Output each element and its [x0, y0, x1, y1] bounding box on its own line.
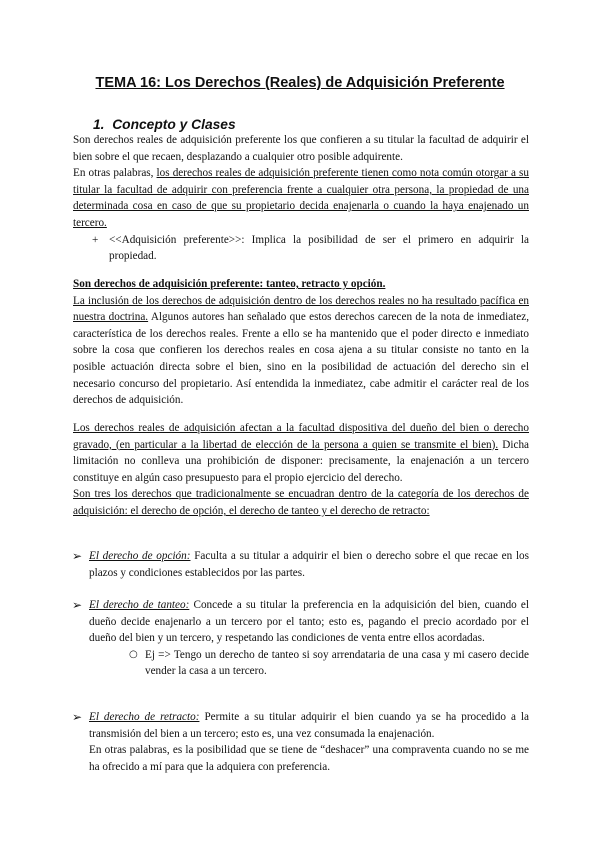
plus-bullet-icon: +	[92, 233, 99, 246]
retracto-term: El derecho de retracto:	[89, 711, 200, 723]
tanteo-text: Concede a su titular la preferencia en la adquisición del bien, cuando el dueño decide enajenarlo a un tercero por el tanto; esto es, pagando el precio acordado por el dueño del bien y un tercero, y respetando las condiciones de venta entre ellos acordadas.	[89, 599, 530, 645]
facultad-underlined: Los derechos reales de adquisición afectan a la facultad dispositiva del dueño del bien o derecho gravado, (en particular a la libertad de elección de la persona a quien se transmite el bien).	[73, 422, 529, 451]
arrow-bullet-icon: ➢	[72, 598, 83, 612]
retracto-text: Permite a su titular adquirir el bien cuando ya se ha procedido a la transmisión del bien a un tercero; esto es, una vez consumada la enajenación.	[89, 711, 529, 740]
arrow-bullet-icon: ➢	[72, 710, 83, 724]
p2-underlined: los derechos reales de adquisición preferente tienen como nota común otorgar a su titular la facultad de adquirir con preferencia frente a cualquier otra persona, la propiedad de una determinada cosa en caso de que su propietario decida enajenarla o cuando la haya enajenado un tercero.	[73, 167, 529, 229]
list-item-retracto	[72, 709, 529, 775]
concepto-block	[73, 132, 529, 265]
clases-p1-underlined: La inclusión de los derechos de adquisición dentro de los derechos reales no ha resultado pacífica en nuestra doctrina.	[73, 294, 529, 324]
section-number: 1.	[93, 117, 105, 132]
tanteo-example-text: Ej => Tengo un derecho de tanteo si soy arrendataria de una casa y mi casero decide vender la casa a un tercero.	[145, 648, 529, 678]
retracto-text-2: En otras palabras, es la posibilidad que se tiene de “deshacer” una compraventa cuando no se me ha ofrecido a mí para que la adquiera con preferencia.	[89, 744, 529, 773]
tres-derechos-paragraph: Son tres los derechos que tradicionalmente se encuadran dentro de la categoría de los derechos de adquisición: el derecho de opción, el derecho de tanteo y el derecho de retracto:	[73, 488, 529, 517]
opcion-term: El derecho de opción:	[89, 550, 191, 562]
list-item-tanteo	[72, 597, 530, 680]
p2-lead: En otras palabras,	[73, 167, 154, 180]
facultad-block	[73, 420, 529, 520]
tanteo-example	[89, 647, 529, 680]
concepto-paragraph-1: Son derechos reales de adquisición preferente los que confieren a su titular la facultad de adquirir el bien sobre el que recaen, desplazando a cualquier otro posible adquirente.	[73, 134, 529, 163]
clases-heading: Son derechos de adquisición preferente: tanteo, retracto y opción.	[73, 278, 386, 290]
clases-block	[73, 276, 529, 409]
page-title: TEMA 16: Los Derechos (Reales) de Adquisición Preferente	[95, 75, 505, 91]
clases-p1-rest: Algunos autores han señalado que estos derechos carecen de la nota de inmediatez, característica de los derechos reales. Frente a ello se ha mantenido que el poder directo e inmediato sobre la cosa que confieren los derechos reales en cosa ajena a su titular consiste no tanto en la posible actuación directa sobre el bien, sino en la posibilidad de actuación del derecho sin el necesario concurso del propietario. Así entendida la inmediatez, cabe admitir el carácter real de los derechos de adquisición.	[73, 311, 529, 407]
bullet-item	[73, 232, 529, 265]
facultad-rest: Dicha limitación no conlleva una prohibición de disponer: precisamente, la enajenación a un tercero constituye en algún caso presupuesto para el propio ejercicio del derecho.	[73, 438, 530, 484]
clases-paragraph-1	[73, 293, 529, 409]
arrow-bullet-icon: ➢	[72, 549, 83, 563]
bullet-text: <<Adquisición preferente>>: Implica la posibilidad de ser el primero en adquirir la propiedad.	[109, 233, 529, 263]
list-item-opcion	[72, 548, 530, 581]
circle-bullet-icon: ○	[129, 648, 138, 660]
tanteo-term: El derecho de tanteo:	[89, 599, 190, 611]
facultad-paragraph	[73, 420, 529, 486]
concepto-paragraph-2	[73, 165, 529, 231]
section-heading-text: Concepto y Clases	[112, 117, 236, 132]
opcion-text: Faculta a su titular a adquirir el bien o derecho sobre el que recae en los plazos y condiciones establecidos por las partes.	[89, 550, 530, 579]
